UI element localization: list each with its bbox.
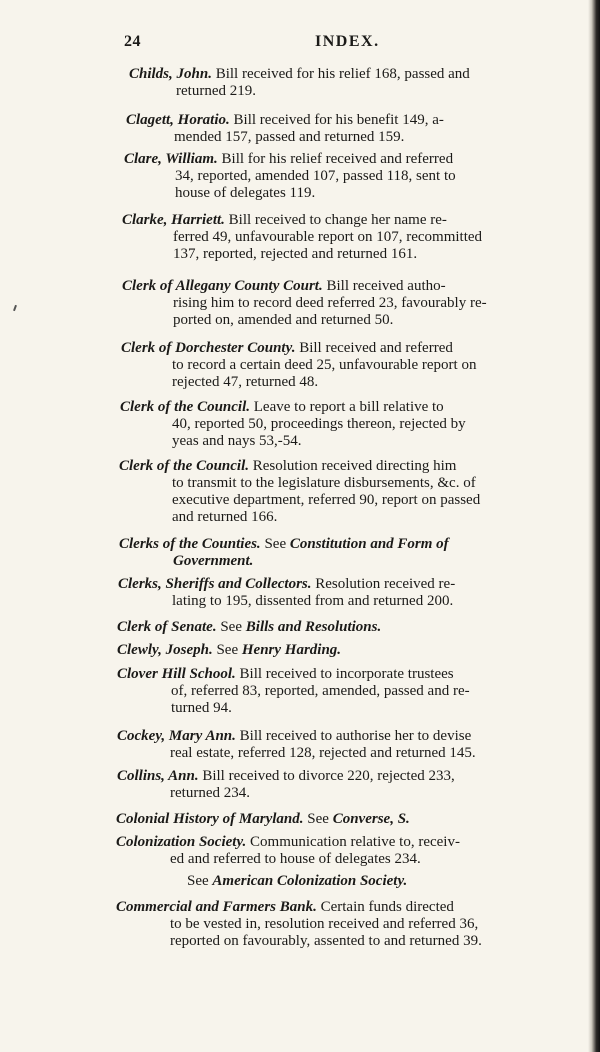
entry-continuation: ed and referred to house of delegates 234. bbox=[170, 851, 421, 867]
entry-continuation: 34, reported, amended 107, passed 118, sent to bbox=[175, 168, 456, 184]
entry-continuation: to transmit to the legislature disbursements, &c. of bbox=[172, 475, 476, 491]
entry-continuation: 137, reported, rejected and returned 161. bbox=[173, 246, 418, 262]
entry-continuation: to record a certain deed 25, unfavourable report on bbox=[172, 357, 477, 373]
entry-continuation: turned 94. bbox=[171, 700, 232, 716]
entry-heading: Clagett, Horatio. bbox=[126, 112, 230, 128]
entry-cross-reference: Constitution and Form of bbox=[289, 536, 449, 552]
entry-text: See bbox=[220, 619, 243, 635]
entry-continuation: rejected 47, returned 48. bbox=[172, 374, 319, 390]
entry-continuation: returned 234. bbox=[170, 785, 250, 801]
page-header bbox=[0, 33, 600, 55]
entry-continuation: mended 157, passed and returned 159. bbox=[174, 129, 405, 145]
stray-ink-mark bbox=[13, 305, 17, 311]
entry-see-text: See bbox=[187, 873, 209, 889]
entry-heading: Clerks of the Counties. bbox=[119, 536, 261, 552]
entry-heading: Clerk of the Council. bbox=[119, 458, 250, 474]
entry-heading: Clover Hill School. bbox=[117, 666, 236, 682]
page-edge-shadow bbox=[588, 0, 600, 1052]
entry-heading: Clerk of Dorchester County. bbox=[121, 340, 296, 356]
entry-cross-reference: Bills and Resolutions. bbox=[245, 619, 382, 635]
entry-text: Bill received for his relief 168, passed and bbox=[215, 66, 470, 82]
entry-continuation: lating to 195, dissented from and returned 200. bbox=[172, 593, 454, 609]
entry-heading: Clerk of Senate. bbox=[117, 619, 217, 635]
entry-continuation: yeas and nays 53,-54. bbox=[172, 433, 302, 449]
entry-text: Bill received to authorise her to devise bbox=[239, 728, 472, 744]
entry-heading: Clerks, Sheriffs and Collectors. bbox=[118, 576, 312, 592]
entry-text: Bill received to incorporate trustees bbox=[239, 666, 454, 682]
entry-heading: Cockey, Mary Ann. bbox=[117, 728, 236, 744]
entry-continuation: returned 219. bbox=[176, 83, 256, 99]
entry-text: See bbox=[264, 536, 287, 552]
entry-cross-reference-continued: Government. bbox=[173, 553, 254, 569]
entry-heading: Clare, William. bbox=[124, 151, 218, 167]
entry-heading: Clerk of Allegany County Court. bbox=[122, 278, 323, 294]
entry-text: Certain funds directed bbox=[320, 899, 454, 915]
entry-text: Bill received to divorce 220, rejected 233, bbox=[202, 768, 455, 784]
entry-continuation: to be vested in, resolution received and referred 36, bbox=[170, 916, 479, 932]
entry-heading: Clarke, Harriett. bbox=[122, 212, 225, 228]
entry-text: See bbox=[307, 811, 329, 827]
entry-text: See bbox=[216, 642, 239, 658]
entry-heading: Childs, John. bbox=[129, 66, 212, 82]
entry-cross-reference: Converse, S. bbox=[332, 811, 410, 827]
entry-text: Leave to report a bill relative to bbox=[253, 399, 444, 415]
entry-text: Resolution received re- bbox=[315, 576, 456, 592]
entry-text: Bill received for his benefit 149, a- bbox=[233, 112, 444, 128]
entry-text: Bill received to change her name re- bbox=[228, 212, 447, 228]
entry-continuation: 40, reported 50, proceedings thereon, rejected by bbox=[172, 416, 466, 432]
entry-continuation: house of delegates 119. bbox=[175, 185, 316, 201]
entry-cross-reference: American Colonization Society. bbox=[212, 873, 408, 889]
page-number: 24 bbox=[124, 33, 141, 50]
entry-continuation: rising him to record deed referred 23, favourably re- bbox=[173, 295, 487, 311]
entry-heading: Colonial History of Maryland. bbox=[116, 811, 304, 827]
entry-heading: Clewly, Joseph. bbox=[117, 642, 213, 658]
entry-heading: Collins, Ann. bbox=[117, 768, 199, 784]
entry-continuation: reported on favourably, assented to and returned 39. bbox=[170, 933, 482, 949]
entry-heading: Colonization Society. bbox=[116, 834, 247, 850]
entry-text: Communication relative to, receiv- bbox=[250, 834, 460, 850]
entry-continuation: ported on, amended and returned 50. bbox=[173, 312, 394, 328]
entry-continuation: of, referred 83, reported, amended, passed and re- bbox=[171, 683, 470, 699]
entry-continuation: ferred 49, unfavourable report on 107, recommitted bbox=[173, 229, 483, 245]
entry-text: Bill received autho- bbox=[326, 278, 446, 294]
entry-text: Bill for his relief received and referred bbox=[221, 151, 454, 167]
entry-heading: Commercial and Farmers Bank. bbox=[116, 899, 317, 915]
entry-cross-reference: Henry Harding. bbox=[241, 642, 342, 658]
entry-text: Resolution received directing him bbox=[252, 458, 457, 474]
entry-text: Bill received and referred bbox=[299, 340, 453, 356]
entry-continuation: executive department, referred 90, report on passed bbox=[172, 492, 481, 508]
entry-continuation: and returned 166. bbox=[172, 509, 278, 525]
page-title: INDEX. bbox=[315, 33, 380, 50]
entry-heading: Clerk of the Council. bbox=[120, 399, 251, 415]
entry-continuation: real estate, referred 128, rejected and returned 145. bbox=[170, 745, 476, 761]
